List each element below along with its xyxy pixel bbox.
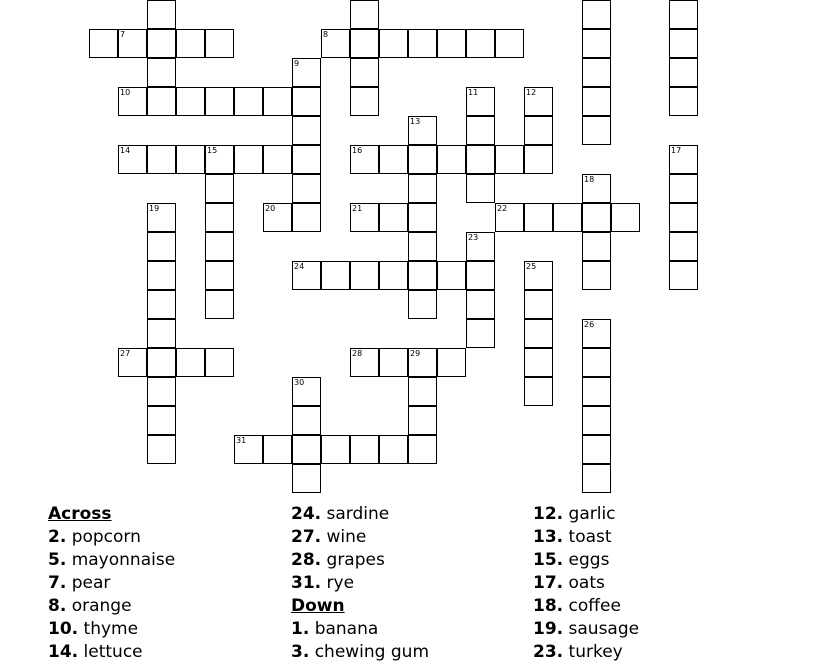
grid-cell[interactable]: [147, 58, 176, 87]
clue-number-label: 13: [410, 117, 421, 126]
clue-number-label: 30: [294, 378, 305, 387]
clue-number-label: 18: [584, 175, 595, 184]
clues-column-1: [48, 503, 175, 664]
clue-answer: wine: [326, 527, 367, 547]
grid-cell[interactable]: [669, 58, 698, 87]
grid-cell[interactable]: [408, 435, 437, 464]
grid-cell[interactable]: [524, 377, 553, 406]
clue-item: [48, 641, 175, 664]
clue-number-label: 21: [352, 204, 363, 213]
grid-cell[interactable]: [205, 290, 234, 319]
clue-number: 1.: [291, 619, 310, 639]
across-clue-list-continued: [291, 503, 429, 595]
grid-cell[interactable]: [437, 145, 466, 174]
clues-column-3: [533, 503, 639, 664]
clue-number-label: 27: [120, 349, 131, 358]
grid-cell[interactable]: [582, 116, 611, 145]
clue-answer: toast: [568, 527, 612, 547]
clue-answer: coffee: [568, 596, 621, 616]
grid-cell[interactable]: [669, 261, 698, 290]
grid-cell[interactable]: [205, 29, 234, 58]
grid-cell[interactable]: [205, 348, 234, 377]
grid-cell[interactable]: [321, 261, 350, 290]
grid-cell[interactable]: [669, 0, 698, 29]
grid-cell[interactable]: [205, 174, 234, 203]
clue-number-label: 11: [468, 88, 479, 97]
down-clue-list-continued: [533, 503, 639, 664]
grid-cell[interactable]: [466, 29, 495, 58]
grid-cell[interactable]: [582, 464, 611, 493]
grid-cell[interactable]: [89, 29, 118, 58]
grid-cell[interactable]: [669, 87, 698, 116]
grid-cell[interactable]: [669, 174, 698, 203]
clue-item: [533, 503, 639, 526]
clue-item: [533, 549, 639, 572]
grid-cell[interactable]: [205, 261, 234, 290]
clue-number: 17.: [533, 573, 564, 593]
clue-number-label: 9: [294, 59, 300, 68]
clue-answer: mayonnaise: [71, 550, 176, 570]
clue-number-label: 23: [468, 233, 479, 242]
clue-number-label: 20: [265, 204, 276, 213]
grid-cell[interactable]: [408, 174, 437, 203]
clue-number-label: 29: [410, 349, 421, 358]
grid-cell[interactable]: [176, 29, 205, 58]
grid-cell[interactable]: [292, 87, 321, 116]
grid-cell[interactable]: [292, 435, 321, 464]
clue-number-label: 8: [323, 30, 329, 39]
grid-cell[interactable]: [292, 203, 321, 232]
grid-cell[interactable]: [147, 435, 176, 464]
clue-item: [533, 526, 639, 549]
grid-cell[interactable]: [524, 290, 553, 319]
grid-cell[interactable]: [234, 87, 263, 116]
clue-item: [533, 618, 639, 641]
clue-number: 19.: [533, 619, 564, 639]
grid-cell[interactable]: [524, 145, 553, 174]
grid-cell[interactable]: [263, 87, 292, 116]
grid-cell[interactable]: [466, 116, 495, 145]
clue-number-label: 14: [120, 146, 131, 155]
clue-number: 3.: [291, 642, 310, 662]
clue-number: 24.: [291, 504, 322, 524]
clue-answer: garlic: [568, 504, 616, 524]
clue-number-label: 28: [352, 349, 363, 358]
clue-item: [291, 503, 429, 526]
grid-cell[interactable]: [147, 319, 176, 348]
grid-cell[interactable]: [466, 319, 495, 348]
clue-answer: sausage: [568, 619, 640, 639]
clue-answer: chewing gum: [314, 642, 430, 662]
down-header: Down: [291, 596, 345, 616]
grid-cell[interactable]: [147, 406, 176, 435]
grid-cell[interactable]: [379, 435, 408, 464]
clue-number-label: 12: [526, 88, 537, 97]
grid-cell[interactable]: [147, 377, 176, 406]
grid-cell[interactable]: [582, 58, 611, 87]
clue-item: [48, 549, 175, 572]
clue-number: 12.: [533, 504, 564, 524]
grid-cell[interactable]: [379, 29, 408, 58]
grid-cell[interactable]: [466, 145, 495, 174]
grid-cell[interactable]: [147, 290, 176, 319]
grid-cell[interactable]: [147, 0, 176, 29]
grid-cell[interactable]: [350, 261, 379, 290]
grid-cell[interactable]: [234, 145, 263, 174]
clue-number: 31.: [291, 573, 322, 593]
clue-item: [291, 549, 429, 572]
clue-number-label: 31: [236, 436, 247, 445]
grid-cell[interactable]: [147, 261, 176, 290]
grid-cell[interactable]: [379, 261, 408, 290]
grid-cell[interactable]: [379, 348, 408, 377]
clues-column-2: [291, 503, 429, 664]
clue-item: [291, 641, 429, 664]
grid-cell[interactable]: [408, 145, 437, 174]
clue-number: 7.: [48, 573, 67, 593]
grid-cell[interactable]: [292, 464, 321, 493]
grid-cell[interactable]: [147, 232, 176, 261]
grid-cell[interactable]: [350, 0, 379, 29]
grid-cell[interactable]: [379, 145, 408, 174]
grid-cell[interactable]: [495, 145, 524, 174]
down-clue-list: [291, 618, 429, 664]
clue-item: [48, 572, 175, 595]
grid-cell[interactable]: [350, 58, 379, 87]
grid-cell[interactable]: [466, 290, 495, 319]
grid-cell[interactable]: [147, 87, 176, 116]
grid-cell[interactable]: [205, 203, 234, 232]
clue-answer: sardine: [326, 504, 390, 524]
clue-item: [48, 595, 175, 618]
grid-cell[interactable]: [350, 435, 379, 464]
clue-item: [291, 572, 429, 595]
grid-cell[interactable]: [147, 348, 176, 377]
grid-cell[interactable]: [582, 29, 611, 58]
clue-item: [291, 618, 429, 641]
clue-number-label: 10: [120, 88, 131, 97]
clue-answer: lettuce: [83, 642, 143, 662]
across-header: Across: [48, 504, 112, 524]
clue-number: 8.: [48, 596, 67, 616]
grid-cell[interactable]: [176, 145, 205, 174]
grid-cell[interactable]: [669, 203, 698, 232]
grid-cell[interactable]: [437, 29, 466, 58]
grid-cell[interactable]: [669, 29, 698, 58]
grid-cell[interactable]: [466, 174, 495, 203]
grid-cell[interactable]: [495, 29, 524, 58]
clue-number-label: 7: [120, 30, 126, 39]
grid-cell[interactable]: [669, 232, 698, 261]
clue-item: [291, 526, 429, 549]
grid-cell[interactable]: [408, 232, 437, 261]
clue-item: [48, 526, 175, 549]
grid-cell[interactable]: [176, 87, 205, 116]
grid-cell[interactable]: [611, 203, 640, 232]
grid-cell[interactable]: [582, 435, 611, 464]
clue-number: 18.: [533, 596, 564, 616]
clue-number: 15.: [533, 550, 564, 570]
grid-cell[interactable]: [147, 145, 176, 174]
grid-cell[interactable]: [408, 261, 437, 290]
grid-cell[interactable]: [205, 87, 234, 116]
clue-number: 2.: [48, 527, 67, 547]
clue-number: 10.: [48, 619, 79, 639]
clue-answer: rye: [326, 573, 355, 593]
clue-answer: oats: [568, 573, 605, 593]
grid-cell[interactable]: [524, 319, 553, 348]
grid-cell[interactable]: [582, 232, 611, 261]
clue-number: 27.: [291, 527, 322, 547]
clue-answer: banana: [314, 619, 379, 639]
clue-answer: eggs: [568, 550, 610, 570]
across-clue-list: [48, 526, 175, 664]
clue-number-label: 24: [294, 262, 305, 271]
clue-answer: grapes: [326, 550, 385, 570]
grid-cell[interactable]: [176, 348, 205, 377]
clue-answer: thyme: [83, 619, 139, 639]
grid-cell[interactable]: [582, 87, 611, 116]
grid-cell[interactable]: [350, 87, 379, 116]
grid-cell[interactable]: [582, 0, 611, 29]
grid-cell[interactable]: [582, 261, 611, 290]
grid-cell[interactable]: [437, 261, 466, 290]
clue-answer: turkey: [568, 642, 623, 662]
clue-item: [48, 618, 175, 641]
clue-number-label: 17: [671, 146, 682, 155]
grid-cell[interactable]: [379, 203, 408, 232]
grid-cell[interactable]: [582, 406, 611, 435]
grid-cell[interactable]: [205, 232, 234, 261]
clue-number-label: 16: [352, 146, 363, 155]
clue-answer: orange: [71, 596, 132, 616]
grid-cell[interactable]: [524, 116, 553, 145]
grid-cell[interactable]: [466, 261, 495, 290]
clue-number: 14.: [48, 642, 79, 662]
clue-number: 23.: [533, 642, 564, 662]
grid-cell[interactable]: [408, 29, 437, 58]
clue-number-label: 22: [497, 204, 508, 213]
grid-cell[interactable]: [582, 348, 611, 377]
grid-cell[interactable]: [582, 203, 611, 232]
grid-cell[interactable]: [321, 435, 350, 464]
clue-answer: pear: [71, 573, 111, 593]
grid-cell[interactable]: [292, 145, 321, 174]
grid-cell[interactable]: [350, 29, 379, 58]
clue-number: 28.: [291, 550, 322, 570]
clue-number-label: 15: [207, 146, 218, 155]
grid-cell[interactable]: [263, 435, 292, 464]
clue-item: [533, 641, 639, 664]
clue-answer: popcorn: [71, 527, 141, 547]
grid-cell[interactable]: [408, 377, 437, 406]
clue-number: 13.: [533, 527, 564, 547]
grid-cell[interactable]: [147, 29, 176, 58]
grid-cell[interactable]: [292, 174, 321, 203]
grid-cell[interactable]: [263, 145, 292, 174]
grid-cell[interactable]: [553, 203, 582, 232]
grid-cell[interactable]: [437, 348, 466, 377]
grid-cell[interactable]: [524, 203, 553, 232]
grid-cell[interactable]: [408, 290, 437, 319]
grid-cell[interactable]: [292, 406, 321, 435]
grid-cell[interactable]: [408, 406, 437, 435]
grid-cell[interactable]: [408, 203, 437, 232]
grid-cell[interactable]: [292, 116, 321, 145]
grid-cell[interactable]: [582, 377, 611, 406]
clue-number-label: 19: [149, 204, 160, 213]
clue-number: 5.: [48, 550, 67, 570]
grid-cell[interactable]: [524, 348, 553, 377]
clue-number-label: 25: [526, 262, 537, 271]
clue-number-label: 26: [584, 320, 595, 329]
clue-item: [533, 572, 639, 595]
clue-item: [533, 595, 639, 618]
